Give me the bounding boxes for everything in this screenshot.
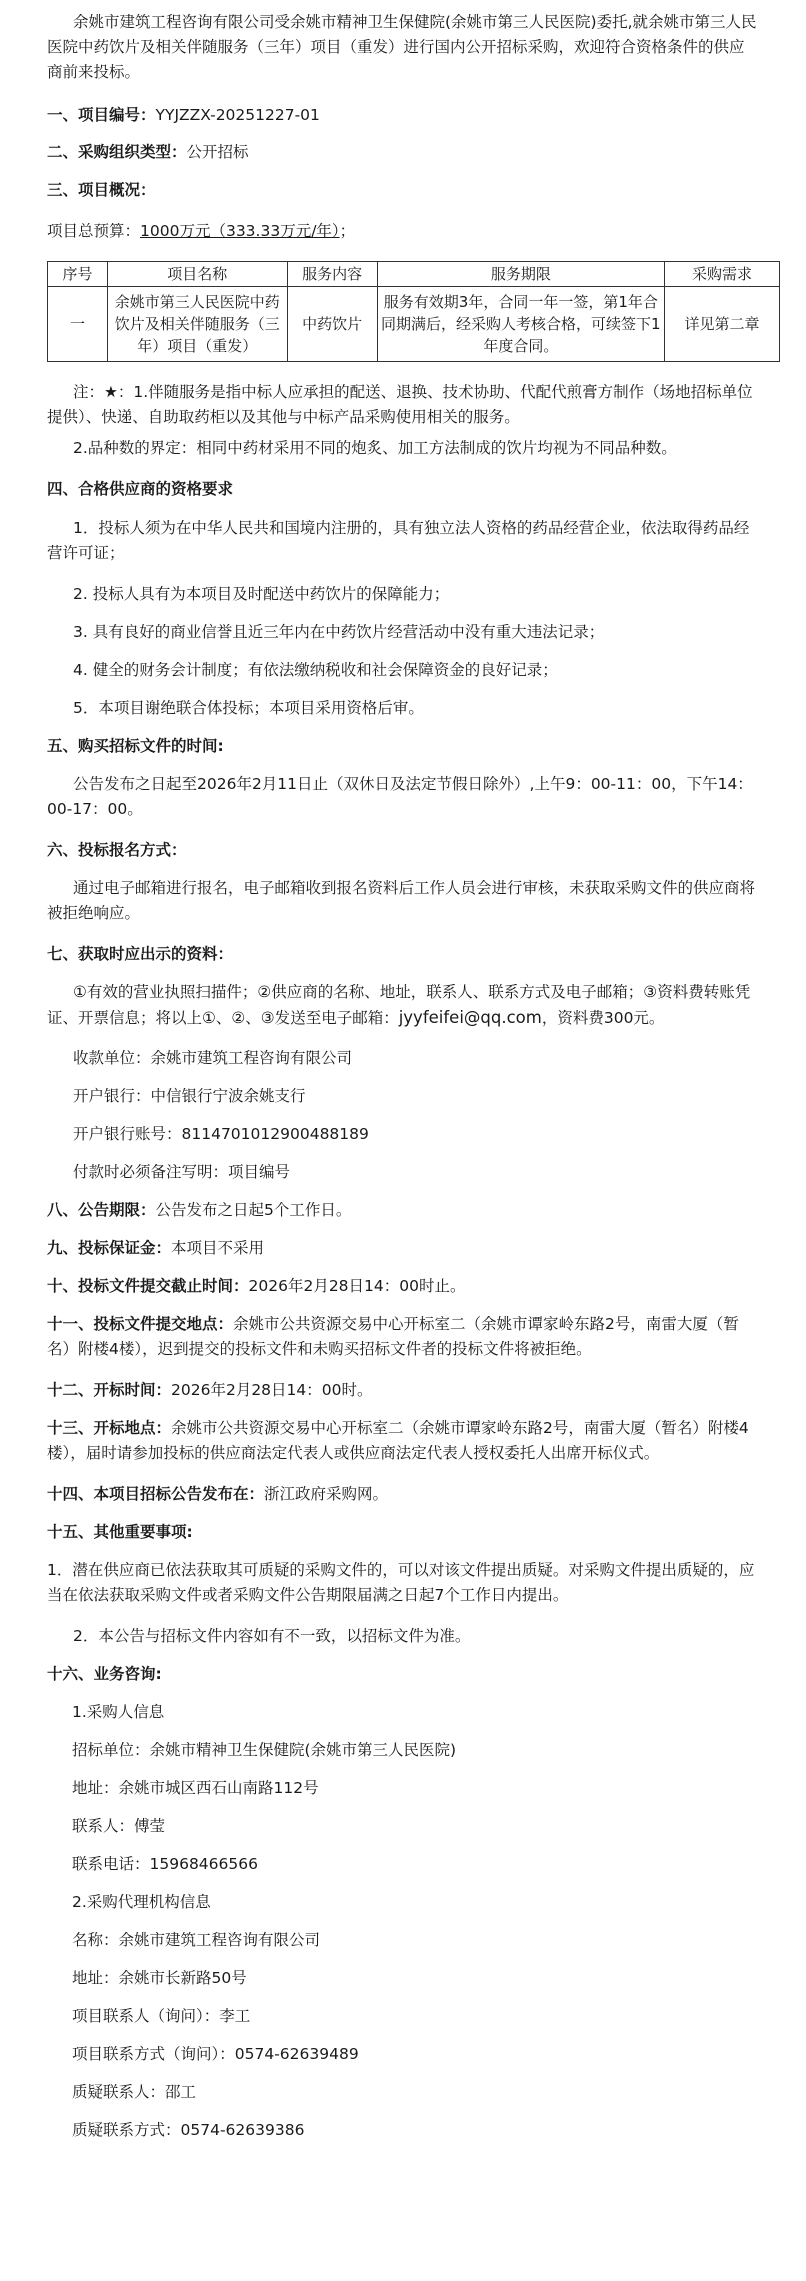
opening-location-label: 十三、开标地点：: [47, 1419, 172, 1437]
published-on: [47, 1482, 759, 1507]
section-6-heading: 六、投标报名方式：: [47, 841, 187, 859]
agent-contact: 项目联系人（询问）：李工: [72, 2007, 251, 2025]
submission-deadline-label: 十、投标文件提交截止时间：: [47, 1277, 249, 1295]
section-15-heading: 十五、其他重要事项:: [47, 1523, 193, 1541]
submission-location: [47, 1312, 759, 1362]
project-table: [47, 261, 780, 362]
bid-deposit-label: 九、投标保证金：: [47, 1239, 172, 1257]
submission-deadline-value: 2026年2月28日14：00时止。: [248, 1277, 466, 1295]
submission-deadline: [47, 1274, 759, 1299]
materials-text-a: ①有效的营业执照扫描件；②供应商的名称、地址，联系人、联系方式及电子邮箱；③资料费转账凭证、开票信息；将以上①、②、③发送至电子邮箱：: [47, 983, 751, 1027]
qualification-item: 2. 投标人具有为本项目及时配送中药饮片的保障能力；: [73, 585, 450, 603]
buyer-name: 招标单位：余姚市精神卫生保健院(余姚市第三人民医院): [72, 1741, 457, 1759]
table-row: [48, 287, 780, 362]
bank-account: 开户银行账号：8114701012900488189: [73, 1125, 369, 1143]
submission-location-label: 十一、投标文件提交地点：: [47, 1315, 234, 1333]
table-header: 服务内容: [287, 262, 377, 287]
note-2: 2.品种数的界定：相同中药材采用不同的炮炙、加工方法制成的饮片均视为不同品种数。: [73, 439, 677, 457]
table-cell: 详见第二章: [665, 287, 780, 362]
table-header: 采购需求: [665, 262, 780, 287]
qualification-item: 4. 健全的财务会计制度；有依法缴纳税收和社会保障资金的良好记录；: [73, 661, 558, 679]
table-cell: 服务有效期3年，合同一年一签，第1年合同期满后，经采购人考核合格，可续签下1年度合同。: [377, 287, 665, 362]
opening-time-value: 2026年2月28日14：00时。: [171, 1381, 373, 1399]
agent-phone: 项目联系方式（询问）：0574-62639489: [72, 2045, 359, 2063]
project-number-value: YYJZZX-20251227-01: [155, 106, 320, 124]
query-phone: 质疑联系方式：0574-62639386: [72, 2121, 305, 2139]
budget-line: [47, 219, 759, 244]
table-cell: 一: [48, 287, 108, 362]
table-header: 项目名称: [107, 262, 287, 287]
project-number-label: 一、项目编号：: [47, 106, 156, 124]
table-cell: 余姚市第三人民医院中药饮片及相关伴随服务（三年）项目（重发）: [107, 287, 287, 362]
section-5-heading: 五、购买招标文件的时间:: [47, 737, 224, 755]
procurement-type-label: 二、采购组织类型：: [47, 143, 187, 161]
qualification-item: 3. 具有良好的商业信誉且近三年内在中药饮片经营活动中没有重大违法记录；: [73, 623, 605, 641]
buyer-phone: 联系电话：15968466566: [72, 1855, 258, 1873]
submission-location-value: 余姚市公共资源交易中心开标室二（余姚市谭家岭东路2号，南雷大厦（暂名）附楼4楼），迟到提交的投标文件和未购买招标文件者的投标文件将被拒绝。: [47, 1315, 739, 1358]
budget-suffix: ；: [339, 222, 356, 240]
published-on-label: 十四、本项目招标公告发布在：: [47, 1485, 265, 1503]
table-header: 服务期限: [377, 262, 665, 287]
materials-text: [47, 980, 759, 1031]
project-number: [47, 103, 759, 128]
table-header: 序号: [48, 262, 108, 287]
budget-prefix: 项目总预算：: [47, 222, 141, 240]
agent-info-title: 2.采购代理机构信息: [72, 1893, 211, 1911]
payee: 收款单位：余姚市建筑工程咨询有限公司: [73, 1049, 353, 1067]
procurement-type: [47, 140, 759, 165]
agent-address: 地址：余姚市长新路50号: [72, 1969, 247, 1987]
bank: 开户银行：中信银行宁波余姚支行: [73, 1087, 306, 1105]
qualification-item: 1．投标人须为在中华人民共和国境内注册的，具有独立法人资格的药品经营企业，依法取得药品经营许可证；: [47, 519, 750, 562]
other-item-1: 1．潜在供应商已依法获取其可质疑的采购文件的，可以对该文件提出质疑。对采购文件提出质疑的，应当在依法获取采购文件或者采购文件公告期限届满之日起7个工作日内提出。: [47, 1561, 755, 1604]
announcement-period-value: 公告发布之日起5个工作日。: [155, 1201, 352, 1219]
section-7-heading: 七、获取时应出示的资料：: [47, 945, 234, 963]
table-cell: 中药饮片: [287, 287, 377, 362]
buyer-contact: 联系人：傅莹: [72, 1817, 166, 1835]
bid-deposit-value: 本项目不采用: [171, 1239, 265, 1257]
qualification-item: 5．本项目谢绝联合体投标；本项目采用资格后审。: [73, 699, 424, 717]
payment-remark: 付款时必须备注写明：项目编号: [73, 1163, 291, 1181]
agent-name: 名称：余姚市建筑工程咨询有限公司: [72, 1931, 321, 1949]
announcement-period: [47, 1198, 759, 1223]
registration-text: 通过电子邮箱进行报名，电子邮箱收到报名资料后工作人员会进行审核，未获取采购文件的供应商将被拒绝响应。: [47, 879, 756, 922]
budget-value: 1000万元（333.33万元/年）: [140, 222, 340, 240]
other-item-2: 2．本公告与招标文件内容如有不一致，以招标文件为准。: [73, 1627, 471, 1645]
materials-text-b: ，资料费300元。: [541, 1009, 665, 1027]
section-16-heading: 十六、业务咨询:: [47, 1665, 162, 1683]
buyer-info-title: 1.采购人信息: [72, 1703, 165, 1721]
opening-location-value: 余姚市公共资源交易中心开标室二（余姚市谭家岭东路2号，南雷大厦（暂名）附楼4楼），届时请参加投标的供应商法定代表人或供应商法定代表人授权委托人出席开标仪式。: [47, 1419, 749, 1462]
section-3-heading: 三、项目概况：: [47, 181, 156, 199]
email-address: jyyfeifei@qq.com: [398, 1008, 542, 1027]
note-1: 注：★：1.伴随服务是指中标人应承担的配送、退换、技术协助、代配代煎膏方制作（场地招标单位提供）、快递、自助取药柜以及其他与中标产品采购使用相关的服务。: [47, 383, 753, 426]
buyer-address: 地址：余姚市城区西石山南路112号: [72, 1779, 319, 1797]
opening-location: [47, 1416, 759, 1466]
procurement-type-value: 公开招标: [186, 143, 249, 161]
opening-time-label: 十二、开标时间：: [47, 1381, 172, 1399]
intro-paragraph: 余姚市建筑工程咨询有限公司受余姚市精神卫生保健院(余姚市第三人民医院)委托,就余姚市第三人民医院中药饮片及相关伴随服务（三年）项目（重发）进行国内公开招标采购，欢迎符合资格条件的供应商前来投标。: [47, 13, 757, 81]
announcement-period-label: 八、公告期限：: [47, 1201, 156, 1219]
table-header-row: [48, 262, 780, 287]
opening-time: [47, 1378, 759, 1403]
published-on-value: 浙江政府采购网。: [264, 1485, 389, 1503]
query-contact: 质疑联系人：邵工: [72, 2083, 197, 2101]
purchase-time-text: 公告发布之日起至2026年2月11日止（双休日及法定节假日除外）,上午9：00-11：00，下午14：00-17：00。: [47, 775, 753, 818]
bid-deposit: [47, 1236, 759, 1261]
section-4-heading: 四、合格供应商的资格要求: [47, 480, 234, 498]
